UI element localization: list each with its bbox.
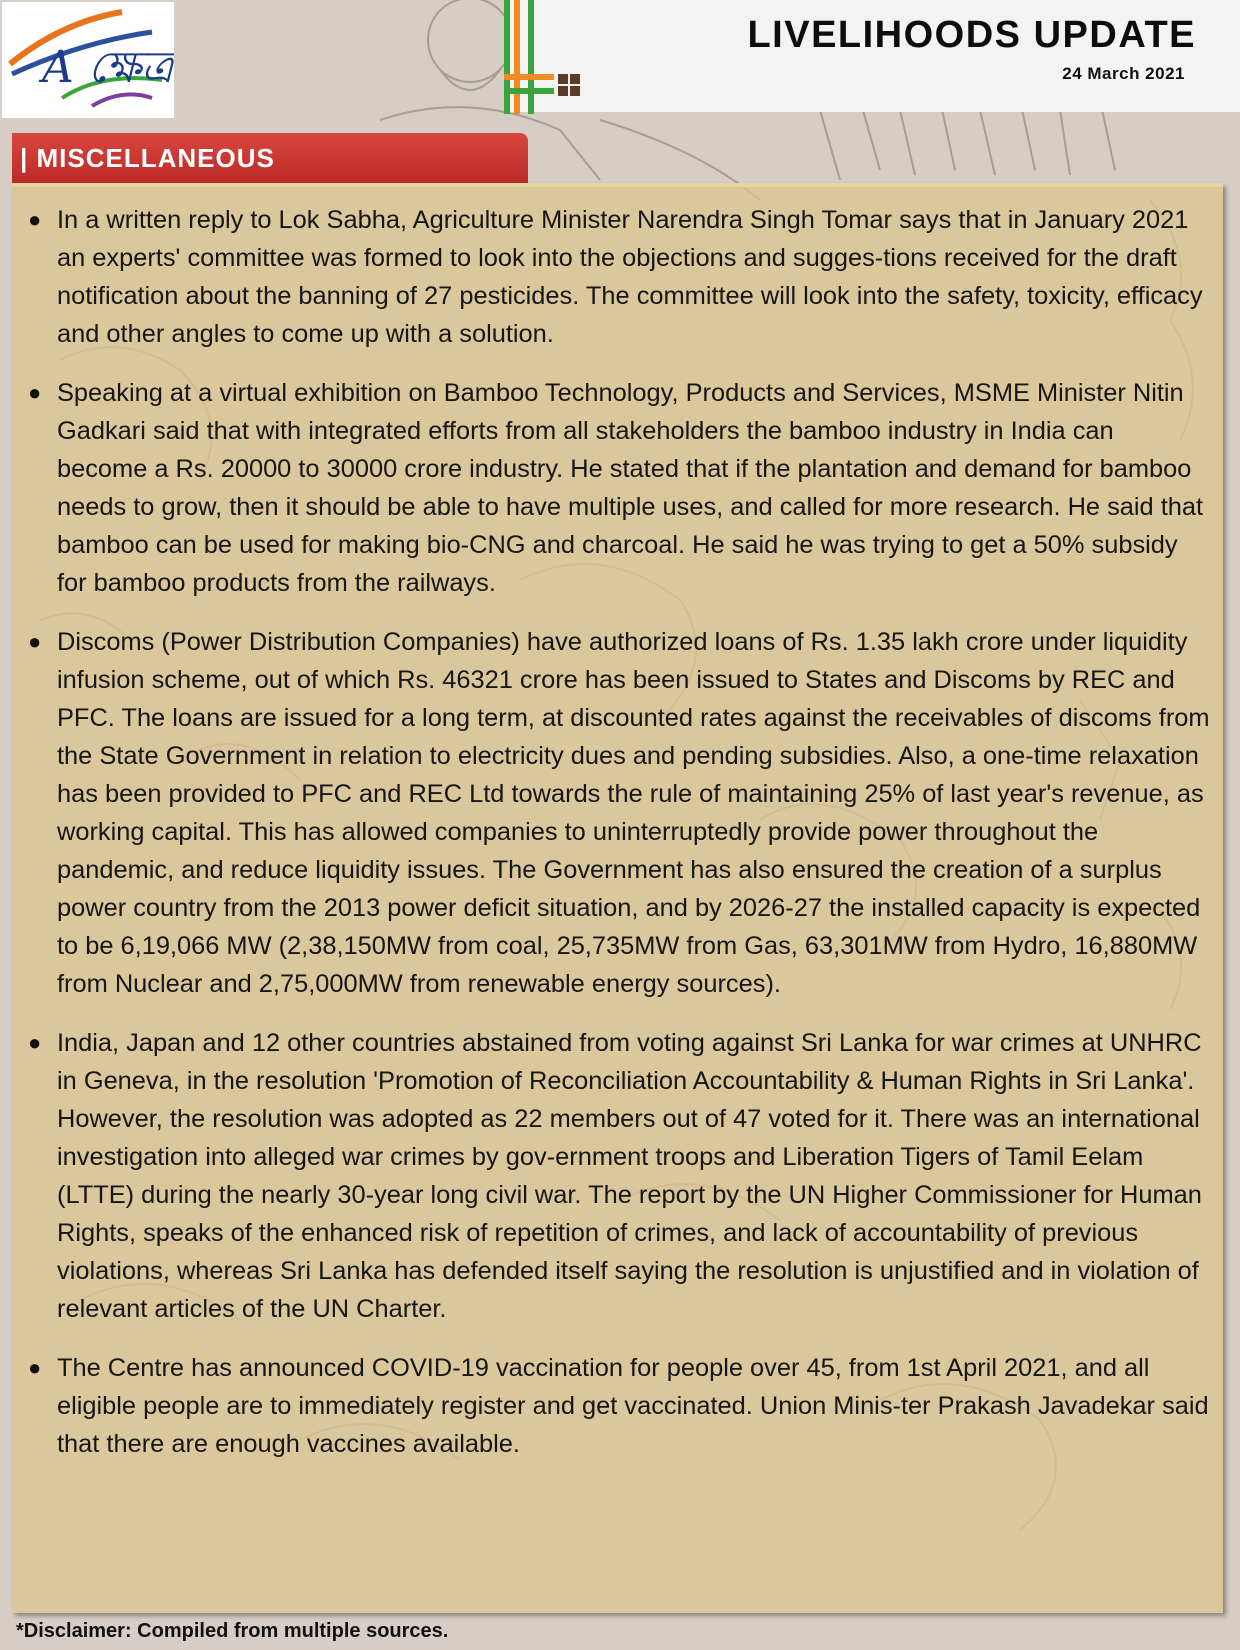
- bullet-icon: ●: [28, 629, 42, 654]
- issue-date: 24 March 2021: [1062, 64, 1185, 83]
- news-item: [12, 374, 1211, 602]
- page-title: LIVELIHOODS UPDATE: [747, 14, 1196, 56]
- news-item: [12, 623, 1211, 1003]
- section-divider: |: [20, 143, 37, 173]
- section-heading: [12, 133, 528, 183]
- logo: [2, 2, 174, 118]
- bullet-icon: ●: [28, 207, 42, 232]
- news-item: [12, 1024, 1211, 1328]
- news-text: In a written reply to Lok Sabha, Agriculture Minister Narendra Singh Tomar says that in January 2021 an experts' committee was formed to look into the objections and sugges-tions received for the draft notification about the banning of 27 pesticides. The committee will look into the safety, toxicity, efficacy and other angles to come up with a solution.: [57, 206, 1203, 348]
- tricolor-stripes-icon: [504, 0, 614, 114]
- section-label: MISCELLANEOUS: [36, 143, 275, 173]
- news-text: Speaking at a virtual exhibition on Bamboo Technology, Products and Services, MSME Minister Nitin Gadkari said that with integrated efforts from all stakeholders the bamboo industry in India can become a Rs. 20000 to 30000 crore industry. He stated that if the plantation and demand for bamboo needs to grow, then it should be able to have multiple uses, and called for more research. He said that bamboo can be used for making bio-CNG and charcoal. He said he was trying to get a 50% subsidy for bamboo products from the railways.: [57, 379, 1204, 597]
- logo-text: A ক্ষেত্র: [42, 42, 174, 93]
- disclaimer: *Disclaimer: Compiled from multiple sources.: [16, 1620, 449, 1642]
- bullet-icon: ●: [28, 1030, 42, 1055]
- logo-graphic: [2, 2, 174, 118]
- news-text: India, Japan and 12 other countries abstained from voting against Sri Lanka for war crimes at UNHRC in Geneva, in the resolution 'Promotion of Reconciliation Accountability & Human Rights in Sri Lanka'. However, the resolution was adopted as 22 members out of 47 voted for it. There was an international investigation into alleged war crimes by gov-ernment troops and Liberation Tigers of Tamil Eelam (LTTE) during the nearly 30-year long civil war. The report by the UN Higher Commissioner for Human Rights, speaks of the enhanced risk of repetition of crimes, and lack of accountability of previous violations, whereas Sri Lanka has defended itself saying the resolution is unjustified and in violation of relevant articles of the UN Charter.: [57, 1029, 1202, 1323]
- news-text: Discoms (Power Distribution Companies) have authorized loans of Rs. 1.35 lakh crore under liquidity infusion scheme, out of which Rs. 46321 crore has been issued to States and Discoms by REC and PFC. The loans are issued for a long term, at discounted rates against the receivables of discoms from the State Government in relation to electricity dues and pending subsidies. Also, a one-time relaxation has been provided to PFC and REC Ltd towards the rule of maintaining 25% of last year's revenue, as working capital. This has allowed companies to uninterruptedly provide power throughout the pandemic, and reduce liquidity issues. The Government has also ensured the creation of a surplus power country from the 2013 power deficit situation, and by 2026-27 the installed capacity is expected to be 6,19,066 MW (2,38,150MW from coal, 25,735MW from Gas, 63,301MW from Hydro, 16,880MW from Nuclear and 2,75,000MW from renewable energy sources).: [57, 628, 1210, 998]
- news-item: [12, 1349, 1211, 1463]
- news-panel: [12, 183, 1223, 1613]
- news-text: The Centre has announced COVID-19 vaccination for people over 45, from 1st April 2021, and all eligible people are to immediately register and get vaccinated. Union Minis-ter Prakash Javadekar said that there are enough vaccines available.: [57, 1354, 1209, 1458]
- bullet-icon: ●: [28, 1355, 42, 1380]
- news-item: [12, 201, 1211, 353]
- bullet-icon: ●: [28, 380, 42, 405]
- news-list: [12, 187, 1223, 1463]
